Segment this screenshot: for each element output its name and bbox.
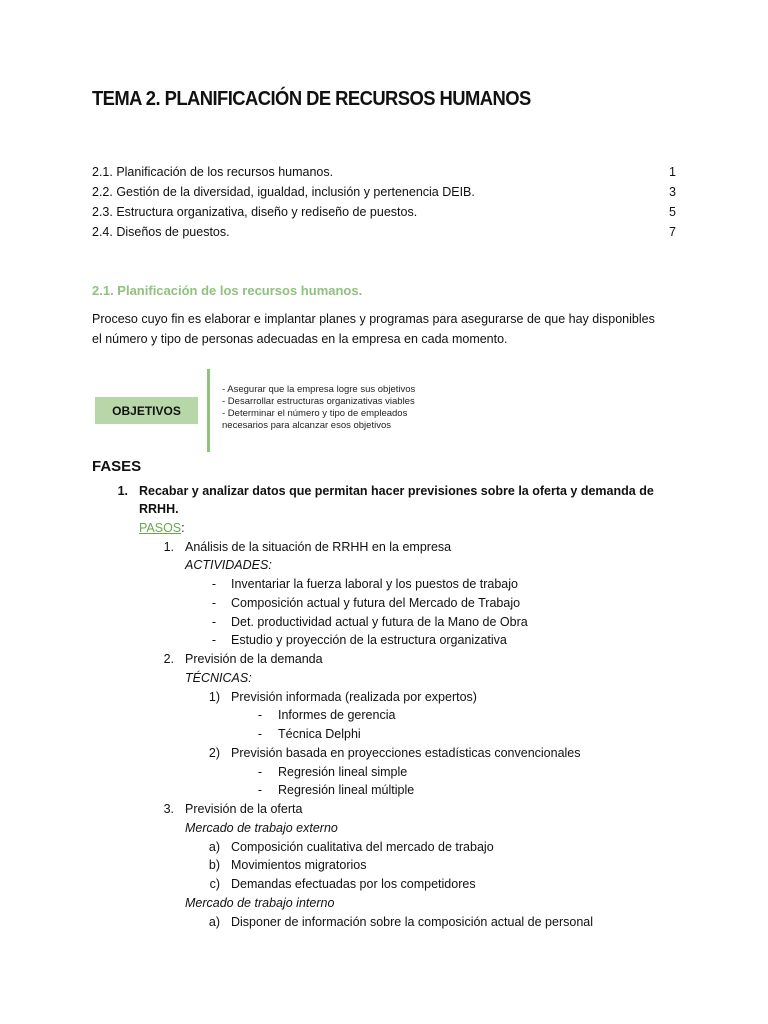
objetivos-label: OBJETIVOS bbox=[95, 397, 198, 424]
intro-paragraph bbox=[92, 309, 682, 349]
toc-page: 5 bbox=[669, 205, 676, 219]
step-subtitle: TÉCNICAS: bbox=[185, 671, 252, 685]
objetivos-list bbox=[222, 384, 415, 432]
list-item: Regresión lineal simple bbox=[278, 765, 408, 779]
pasos-colon: : bbox=[181, 521, 185, 535]
step-title: Previsión de la demanda bbox=[185, 652, 323, 666]
letter-marker: a) bbox=[208, 915, 220, 929]
list-item: Informes de gerencia bbox=[278, 708, 396, 722]
dash-bullet: - bbox=[257, 727, 262, 741]
intro-line: Proceso cuyo fin es elaborar e implantar planes y programas para asegurarse de que hay disponibles bbox=[92, 312, 655, 326]
step-title: Previsión de la oferta bbox=[185, 802, 303, 816]
letter-marker: a) bbox=[208, 840, 220, 854]
market-subtitle: Mercado de trabajo externo bbox=[185, 821, 338, 835]
step-subtitle: ACTIVIDADES: bbox=[185, 558, 272, 572]
list-item: Movimientos migratorios bbox=[231, 858, 367, 872]
technique-number: 2) bbox=[208, 746, 220, 760]
list-item: Inventariar la fuerza laboral y los puestos de trabajo bbox=[231, 577, 518, 591]
toc-page: 7 bbox=[669, 225, 676, 239]
phase-number: 1. bbox=[117, 484, 128, 498]
toc-label: 2.3. Estructura organizativa, diseño y rediseño de puestos. bbox=[92, 205, 418, 219]
list-item: Regresión lineal múltiple bbox=[278, 783, 415, 797]
objetivo-item: - Desarrollar estructuras organizativas viables bbox=[222, 396, 415, 407]
pasos-link[interactable]: PASOS bbox=[139, 521, 182, 535]
toc-page: 1 bbox=[669, 165, 676, 179]
step-number: 3. bbox=[163, 802, 174, 816]
technique-title: Previsión informada (realizada por expertos) bbox=[231, 690, 477, 704]
dash-bullet: - bbox=[257, 765, 262, 779]
list-item: Disponer de información sobre la composición actual de personal bbox=[231, 915, 594, 929]
objetivos-divider bbox=[207, 369, 210, 452]
dash-bullet: - bbox=[211, 615, 216, 629]
toc-entry[interactable] bbox=[92, 202, 676, 222]
toc-entry[interactable] bbox=[92, 162, 676, 182]
dash-bullet: - bbox=[257, 783, 262, 797]
fases-heading: FASES bbox=[92, 458, 142, 475]
step-number: 2. bbox=[163, 652, 174, 666]
dash-bullet: - bbox=[257, 708, 262, 722]
objetivo-item: - Determinar el número y tipo de empleados bbox=[222, 408, 408, 419]
list-item: Composición actual y futura del Mercado de Trabajo bbox=[231, 596, 521, 610]
technique-number: 1) bbox=[208, 690, 220, 704]
letter-marker: c) bbox=[209, 877, 220, 891]
phase-title: RRHH. bbox=[139, 502, 179, 516]
step-title: Análisis de la situación de RRHH en la empresa bbox=[185, 540, 452, 554]
list-item: Técnica Delphi bbox=[278, 727, 361, 741]
page-title: TEMA 2. PLANIFICACIÓN DE RECURSOS HUMANOS bbox=[92, 88, 531, 110]
section-heading: 2.1. Planificación de los recursos humanos. bbox=[92, 283, 363, 298]
letter-marker: b) bbox=[208, 858, 220, 872]
list-item: Composición cualitativa del mercado de trabajo bbox=[231, 840, 494, 854]
list-item: Det. productividad actual y futura de la Mano de Obra bbox=[231, 615, 528, 629]
pasos-label bbox=[139, 519, 185, 537]
dash-bullet: - bbox=[211, 633, 216, 647]
intro-line: el número y tipo de personas adecuadas en la empresa en cada momento. bbox=[92, 332, 508, 346]
toc-label: 2.4. Diseños de puestos. bbox=[92, 225, 230, 239]
toc-label: 2.2. Gestión de la diversidad, igualdad, inclusión y pertenencia DEIB. bbox=[92, 185, 475, 199]
toc-entry[interactable] bbox=[92, 222, 676, 242]
dash-bullet: - bbox=[211, 596, 216, 610]
phase-title: Recabar y analizar datos que permitan hacer previsiones sobre la oferta y demanda de bbox=[139, 484, 654, 498]
toc-label: 2.1. Planificación de los recursos humanos. bbox=[92, 165, 334, 179]
step-number: 1. bbox=[163, 540, 174, 554]
objetivo-item: - Asegurar que la empresa logre sus objetivos bbox=[222, 384, 416, 395]
technique-title: Previsión basada en proyecciones estadísticas convencionales bbox=[231, 746, 581, 760]
market-subtitle: Mercado de trabajo interno bbox=[185, 896, 335, 910]
toc-page: 3 bbox=[669, 185, 676, 199]
dash-bullet: - bbox=[211, 577, 216, 591]
list-item: Demandas efectuadas por los competidores bbox=[231, 877, 476, 891]
table-of-contents bbox=[92, 162, 676, 242]
toc-entry[interactable] bbox=[92, 182, 676, 202]
list-item: Estudio y proyección de la estructura organizativa bbox=[231, 633, 507, 647]
objetivo-item: necesarios para alcanzar esos objetivos bbox=[222, 420, 391, 431]
